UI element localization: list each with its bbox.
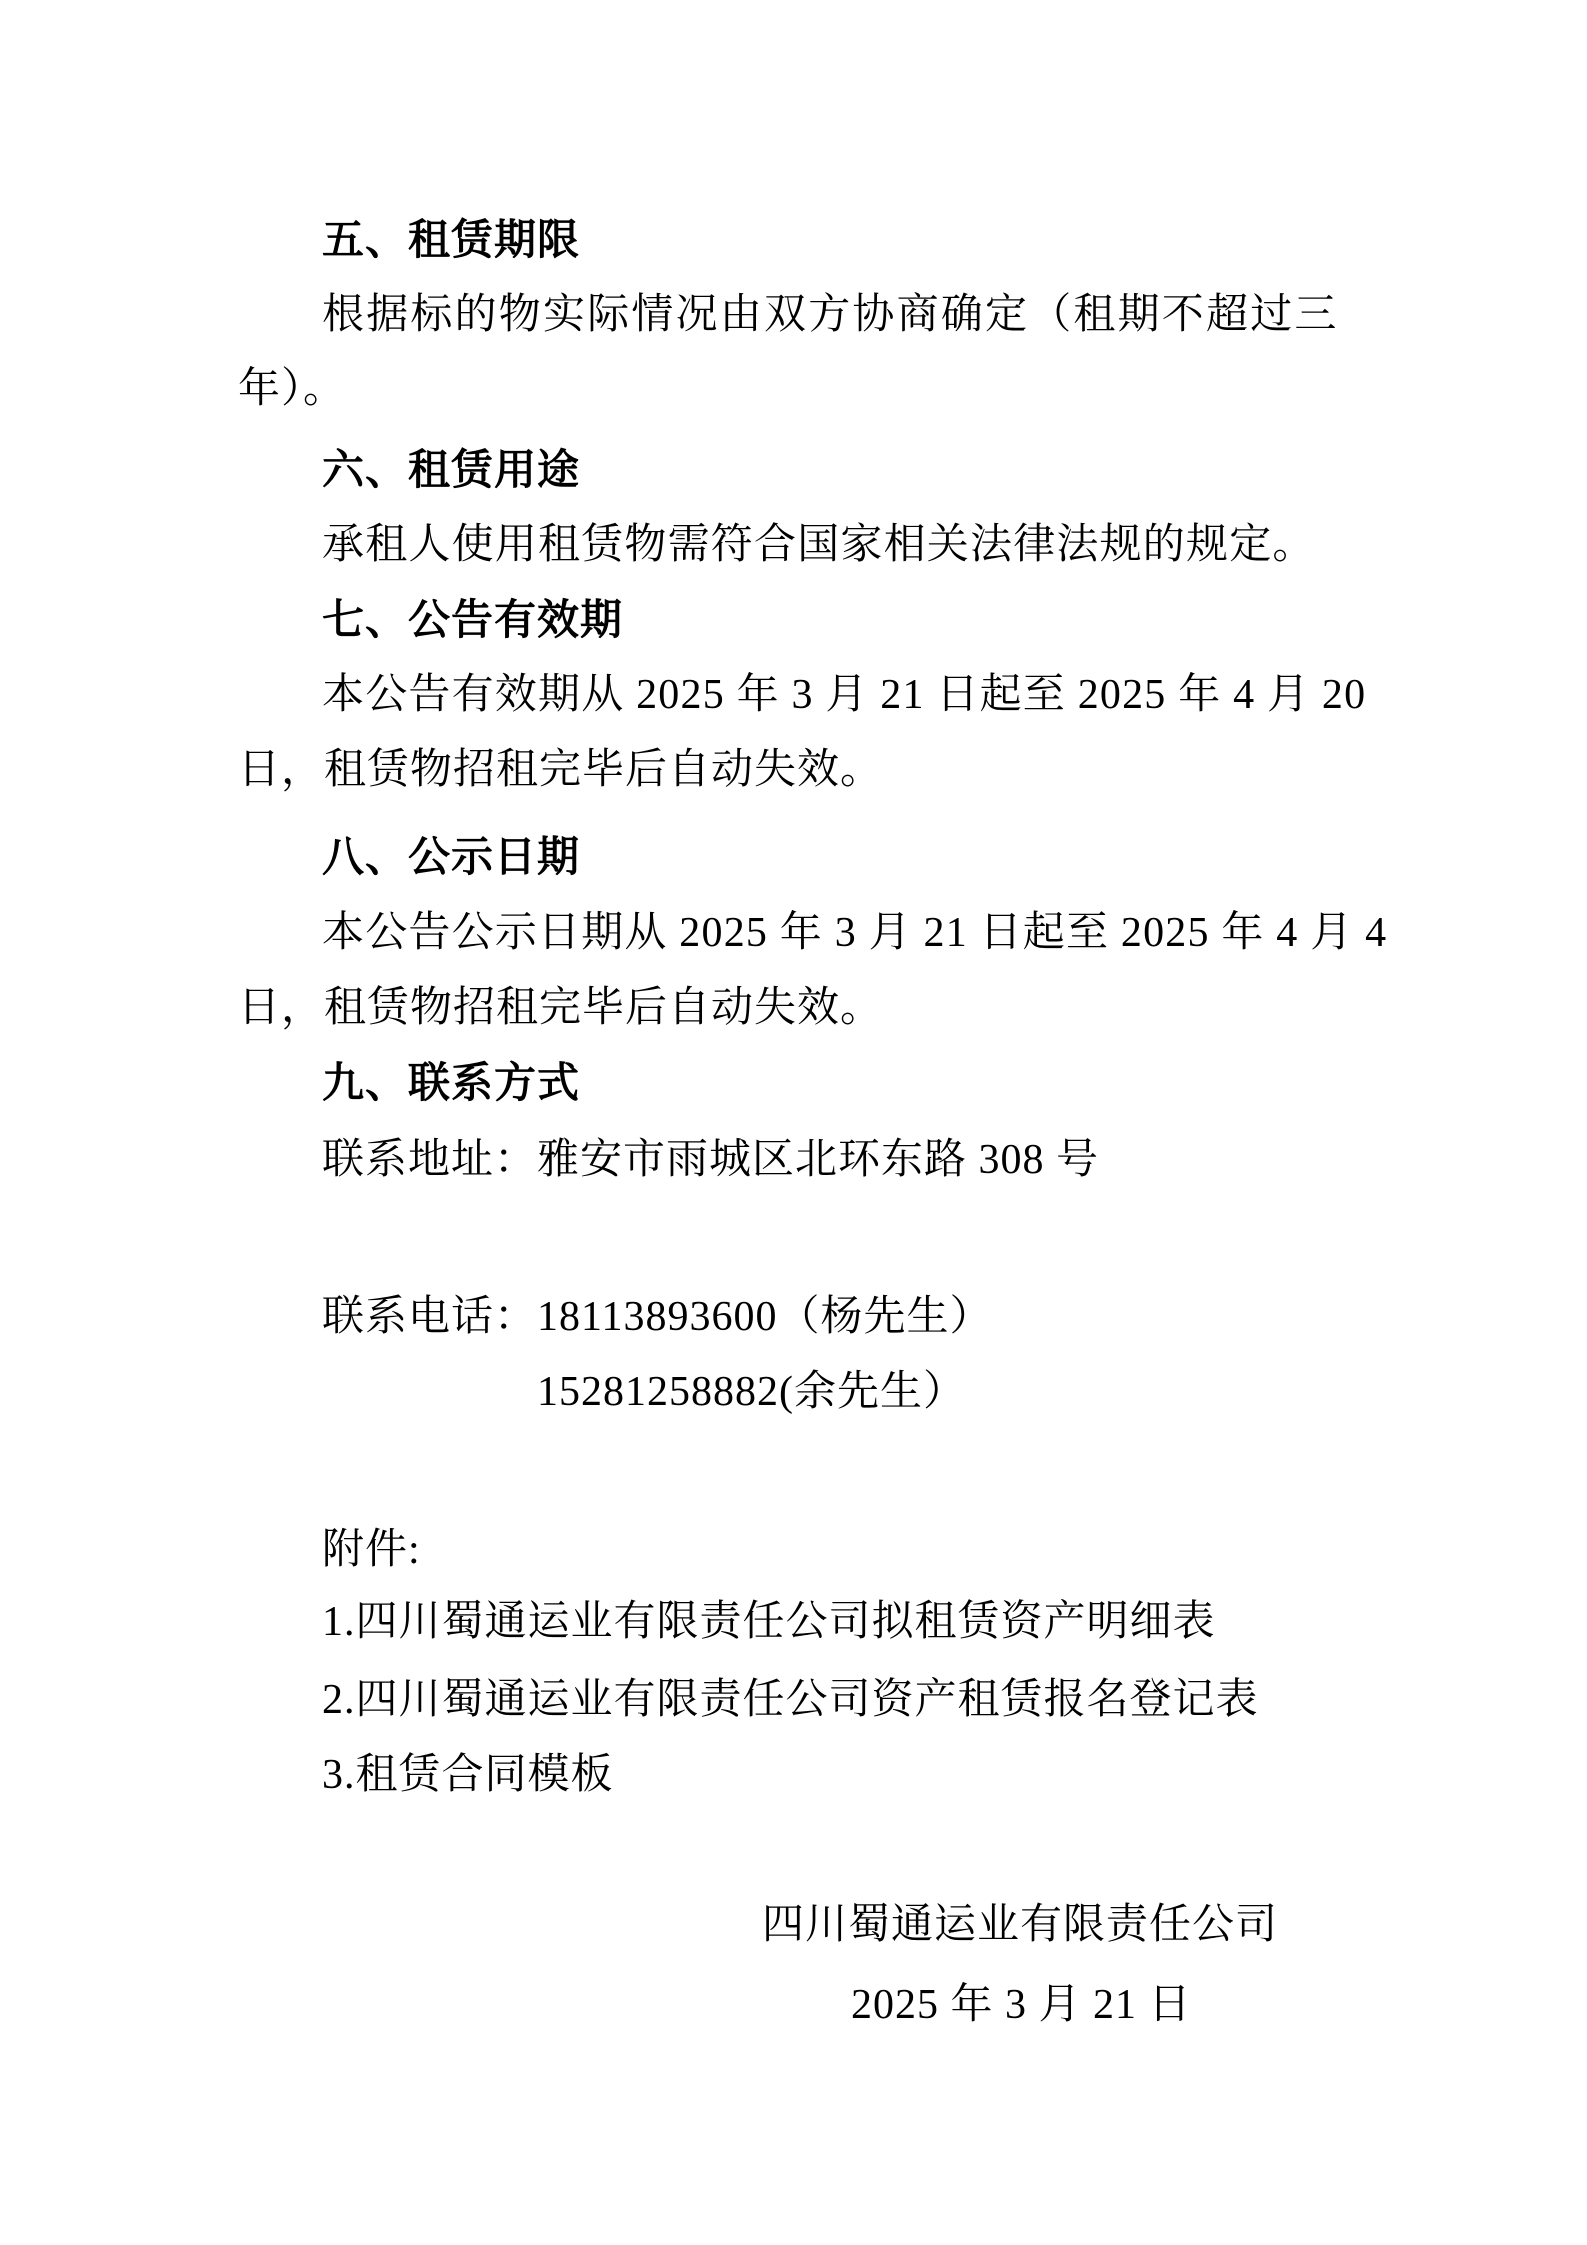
section-6-paragraph-line-1: 承租人使用租赁物需符合国家相关法律法规的规定。 (322, 522, 1316, 568)
section-9-heading: 九、联系方式 (322, 1059, 581, 1106)
section-5-paragraph-line-2: 年）。 (238, 366, 347, 412)
attachment-item-1: 1.四川蜀通运业有限责任公司拟租赁资产明细表 (322, 1599, 1216, 1645)
section-8-paragraph-line-1: 本公告公示日期从 2025 年 3 月 21 日起至 2025 年 4 月 4 (322, 910, 1388, 956)
signature-date: 2025 年 3 月 21 日 (851, 1982, 1192, 2028)
section-5-heading: 五、租赁期限 (322, 216, 581, 263)
contact-address-line: 联系地址：雅安市雨城区北环东路 308 号 (322, 1137, 1100, 1183)
section-8-paragraph-line-2: 日，租赁物招租完毕后自动失效。 (238, 985, 884, 1031)
section-7-heading: 七、公告有效期 (322, 596, 624, 643)
attachment-item-2: 2.四川蜀通运业有限责任公司资产租赁报名登记表 (322, 1677, 1259, 1723)
contact-phone-line-1: 联系电话：18113893600（杨先生） (322, 1294, 993, 1340)
attachment-item-3: 3.租赁合同模板 (322, 1752, 614, 1798)
section-8-heading: 八、公示日期 (322, 833, 581, 880)
section-7-paragraph-line-2: 日，租赁物招租完毕后自动失效。 (238, 747, 884, 793)
section-5-paragraph-line-1: 根据标的物实际情况由双方协商确定（租期不超过三 (322, 292, 1339, 338)
attachments-label: 附件: (322, 1527, 421, 1573)
section-7-paragraph-line-1: 本公告有效期从 2025 年 3 月 21 日起至 2025 年 4 月 20 (322, 672, 1367, 718)
contact-phone-line-2: 15281258882(余先生） (537, 1369, 966, 1415)
section-6-heading: 六、租赁用途 (322, 446, 581, 493)
signature-company-name: 四川蜀通运业有限责任公司 (762, 1902, 1279, 1948)
